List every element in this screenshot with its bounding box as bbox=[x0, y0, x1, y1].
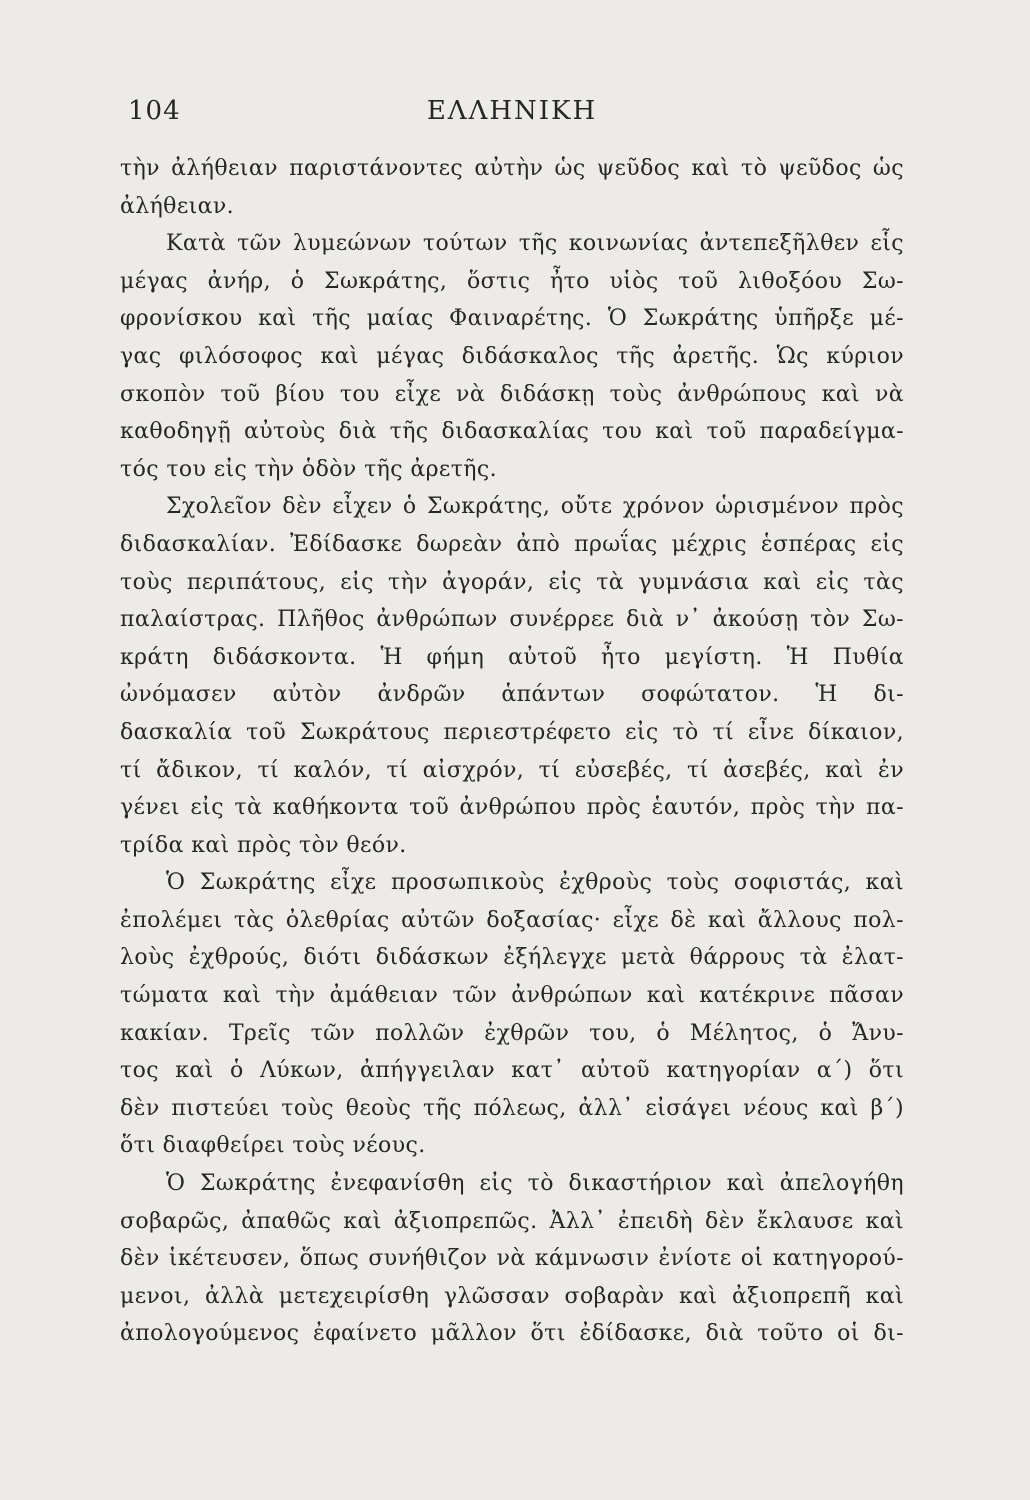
text-line: καθοδηγῇ αὐτοὺς διὰ τῆς διδασκαλίας του καὶ τοῦ παραδείγμα- bbox=[120, 419, 904, 445]
text-line: ἀπολογούμενος ἐφαίνετο μᾶλλον ὅτι ἐδίδασκε, διὰ τοῦτο οἱ δι- bbox=[120, 1321, 904, 1347]
text-line: λοὺς ἐχθρούς, διότι διδάσκων ἐξήλεγχε μετὰ θάρρους τὰ ἐλατ- bbox=[120, 945, 904, 971]
text-line: κακίαν. Τρεῖς τῶν πολλῶν ἐχθρῶν του, ὁ Μέλητος, ὁ Ἄνυ- bbox=[120, 1020, 904, 1046]
text-line: τός του εἰς τὴν ὁδὸν τῆς ἀρετῆς. bbox=[120, 456, 497, 482]
text-line: Κατὰ τῶν λυμεώνων τούτων τῆς κοινωνίας ἀντεπεξῆλθεν εἷς bbox=[166, 231, 904, 257]
text-line: τρίδα καὶ πρὸς τὸν θεόν. bbox=[120, 832, 407, 858]
text-line: δασκαλία τοῦ Σωκράτους περιεστρέφετο εἰς τὸ τί εἶνε δίκαιον, bbox=[120, 719, 904, 745]
text-line: τὴν ἀλήθειαν παριστάνοντες αὐτὴν ὡς ψεῦδος καὶ τὸ ψεῦδος ὡς bbox=[120, 156, 904, 181]
text-line: τί ἄδικον, τί καλόν, τί αἰσχρόν, τί εὐσεβές, τί ἀσεβές, καὶ ἐν bbox=[120, 757, 904, 783]
text-line: δὲν πιστεύει τοὺς θεοὺς τῆς πόλεως, ἀλλ᾽ εἰσάγει νέους καὶ β΄) bbox=[120, 1095, 904, 1121]
text-line: Σχολεῖον δὲν εἶχεν ὁ Σωκράτης, οὔτε χρόνον ὡρισμένον πρὸς bbox=[166, 494, 904, 520]
page-number: 104 bbox=[128, 96, 181, 126]
text-line: γένει εἰς τὰ καθήκοντα τοῦ ἀνθρώπου πρὸς ἑαυτόν, πρὸς τὴν πα- bbox=[120, 795, 904, 821]
text-line: σκοπὸν τοῦ βίου του εἶχε νὰ διδάσκῃ τοὺς ἀνθρώπους καὶ νὰ bbox=[120, 381, 904, 407]
text-line: παλαίστρας. Πλῆθος ἀνθρώπων συνέρρεε διὰ ν᾽ ἀκούσῃ τὸν Σω- bbox=[120, 607, 904, 633]
body-text bbox=[120, 150, 904, 1353]
text-line: μενοι, ἀλλὰ μετεχειρίσθη γλῶσσαν σοβαρὰν καὶ ἀξιοπρεπῆ καὶ bbox=[120, 1283, 904, 1309]
text-line: δὲν ἱκέτευσεν, ὅπως συνήθιζον νὰ κάμνωσιν ἐνίοτε οἱ κατηγορού- bbox=[120, 1246, 904, 1272]
text-line: τώματα καὶ τὴν ἀμάθειαν τῶν ἀνθρώπων καὶ κατέκρινε πᾶσαν bbox=[120, 983, 904, 1009]
text-line: ἀλήθειαν. bbox=[120, 193, 235, 219]
text-line: μέγας ἀνήρ, ὁ Σωκράτης, ὅστις ἦτο υἱὸς τοῦ λιθοξόου Σω- bbox=[120, 268, 904, 294]
text-line: τος καὶ ὁ Λύκων, ἀπήγγειλαν κατ᾽ αὐτοῦ κατηγορίαν α΄) ὅτι bbox=[120, 1058, 904, 1084]
text-line: κράτη διδάσκοντα. Ἡ φήμη αὐτοῦ ἦτο μεγίστη. Ἡ Πυθία bbox=[120, 644, 904, 670]
page-header bbox=[120, 96, 904, 136]
running-title: ΕΛΛΗΝΙΚΗ bbox=[426, 96, 598, 126]
text-line: Ὁ Σωκράτης εἶχε προσωπικοὺς ἐχθροὺς τοὺς σοφιστάς, καὶ bbox=[166, 870, 904, 896]
text-line: φρονίσκου καὶ τῆς μαίας Φαιναρέτης. Ὁ Σωκράτης ὑπῆρξε μέ- bbox=[120, 306, 904, 332]
text-line: ἐπολέμει τὰς ὀλεθρίας αὐτῶν δοξασίας· εἶχε δὲ καὶ ἄλλους πολ- bbox=[120, 907, 904, 933]
text-line: σοβαρῶς, ἀπαθῶς καὶ ἀξιοπρεπῶς. Ἀλλ᾽ ἐπειδὴ δὲν ἔκλαυσε καὶ bbox=[120, 1208, 904, 1234]
text-line: ὅτι διαφθείρει τοὺς νέους. bbox=[120, 1133, 426, 1159]
text-line: γας φιλόσοφος καὶ μέγας διδάσκαλος τῆς ἀρετῆς. Ὡς κύριον bbox=[120, 343, 904, 369]
text-line: Ὁ Σωκράτης ἐνεφανίσθη εἰς τὸ δικαστήριον καὶ ἀπελογήθη bbox=[166, 1171, 904, 1197]
text-line: ὠνόμασεν αὐτὸν ἀνδρῶν ἁπάντων σοφώτατον. Ἡ δι- bbox=[120, 682, 904, 708]
text-line: τοὺς περιπάτους, εἰς τὴν ἀγοράν, εἰς τὰ γυμνάσια καὶ εἰς τὰς bbox=[120, 569, 904, 595]
text-line: διδασκαλίαν. Ἐδίδασκε δωρεὰν ἀπὸ πρωΐας μέχρις ἑσπέρας εἰς bbox=[120, 531, 904, 557]
